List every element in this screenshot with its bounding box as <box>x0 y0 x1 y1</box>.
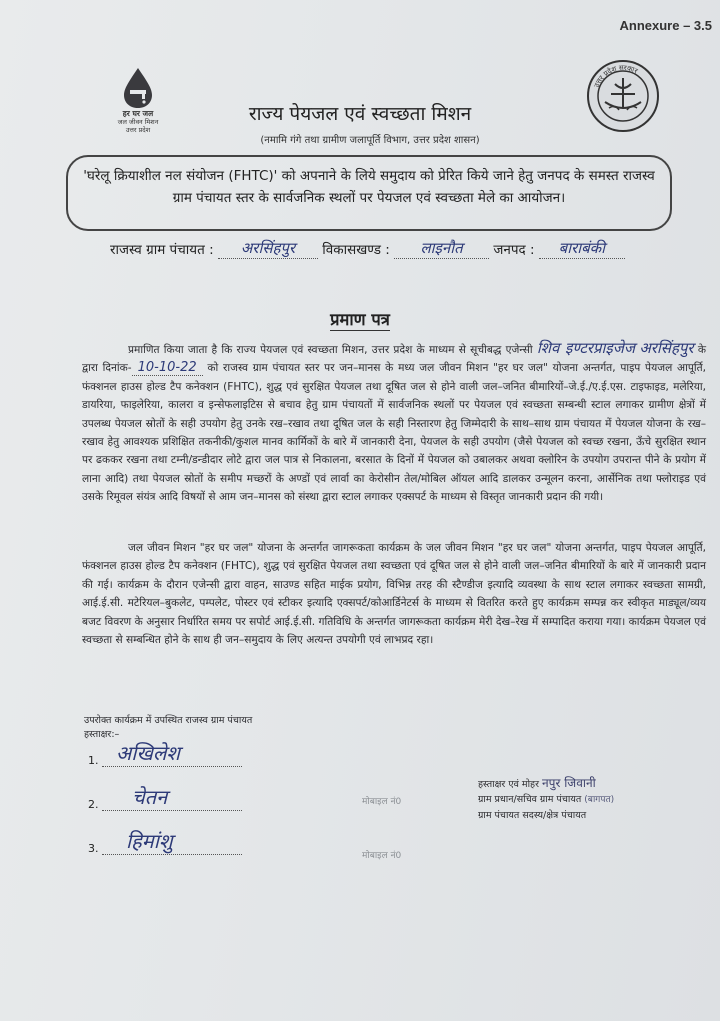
gp-label: राजस्व ग्राम पंचायत : <box>110 241 214 258</box>
signature-number: 2. <box>88 798 99 811</box>
mission-title: राज्य पेयजल एवं स्वच्छता मिशन <box>248 103 472 125</box>
logo-line-3: उत्तर प्रदेश <box>125 126 151 134</box>
signature-row-1 <box>88 741 242 767</box>
event-banner <box>66 155 672 231</box>
signature-intro-line-2: हस्ताक्षर:– <box>84 729 120 740</box>
mission-subtitle: (नमामि गंगे तथा ग्रामीण जलापूर्ति विभाग, उत्तर प्रदेश शासन) <box>260 135 480 146</box>
certificate-title-text: प्रमाण पत्र <box>330 310 390 329</box>
block-value-field <box>394 238 489 259</box>
district-label: जनपद : <box>493 241 535 258</box>
stamp-line-1: हस्ताक्षर एवं मोहर <box>478 779 539 790</box>
gp-value: अरसिंहपुर <box>240 239 296 257</box>
handwritten-date: 10-10-22 <box>132 360 203 376</box>
signature-name: चेतन <box>132 785 168 809</box>
emblem-text: उत्तर प्रदेश सरकार <box>592 63 639 89</box>
logo-line-2: जल जीवन मिशन <box>117 118 159 126</box>
location-row <box>110 238 710 264</box>
signature-line <box>102 785 242 811</box>
signature-intro <box>84 714 252 742</box>
block-value: लाइनौत <box>420 239 463 257</box>
logo-line-1: हर घर जल <box>122 109 154 118</box>
gp-value-field <box>218 238 318 259</box>
stamp-line-2: ग्राम प्रधान/सचिव ग्राम पंचायत <box>478 794 582 805</box>
signature-line <box>102 741 242 767</box>
handwritten-agency: शिव इण्टरप्राइजेज <box>536 339 636 357</box>
stamp-overlay-text-2: (बागपत) <box>584 795 615 805</box>
district-value: बाराबंकी <box>558 239 606 257</box>
signature-intro-line-1: उपरोक्त कार्यक्रम में उपस्थित राजस्व ग्राम पंचायत <box>84 715 253 726</box>
signature-stamp-block <box>478 776 614 823</box>
mobile-label-1: मोबाइल नं0 <box>362 797 402 807</box>
district-value-field <box>539 238 625 259</box>
signature-name: हिमांशु <box>126 829 173 853</box>
certificate-title <box>0 307 720 330</box>
signature-name: अखिलेश <box>116 741 180 765</box>
p1-before-date: के द्वारा दिनांक- <box>82 344 706 375</box>
block-label: विकासखण्ड : <box>322 241 390 258</box>
signature-row-2 <box>88 785 242 811</box>
signature-number: 3. <box>88 842 99 855</box>
stamp-overlay-text: नपुर जिवानी <box>542 776 596 790</box>
mobile-label-2: मोबाइल नं0 <box>362 851 402 861</box>
banner-text: 'घरेलू क्रियाशील नल संयोजन (FHTC)' को अपनाने के लिये समुदाय को प्रेरित किये जाने हेतु जनपद के समस्त राजस्व ग्राम पंचायत स्तर के सार्वजनिक स्थलों पर पेयजल एवं स्वच्छता मेले का आयोजन। <box>83 168 655 206</box>
signature-line <box>102 829 242 855</box>
signature-row-3 <box>88 829 242 855</box>
p1-rest: को राजस्व ग्राम पंचायत स्तर पर जन–मानस के मध्य जल जीवन मिशन "हर घर जल" योजना अन्तर्गत, पाइप पेयजल आपूर्ति, फंक्शनल हाउस होल्ड टैप कनेक्शन (FHTC), शुद्ध एवं सुरक्षित पेयजल तथा दूषित जल से होने वाली जल–जनित बीमारियों–जे.ई./ए.ई.एस. टाइफाइड, मलेरिया, डायरिया, फाइलेरिया, कालरा व इन्सेफलाइटिस से बचाव हेतु ग्राम पंचायतों में सार्वजनिक स्थलों पर पेयजल एवं स्वच्छता सम्बन्धी स्टाल लगाकर ग्रामीण क्षेत्रों में उपलब्ध पेयजल स्रोतों के सही उपयोग हेतु उनके रख–रखाव तथा दूषित जल के सही निस्तारण हेतु जिम्मेदारी के साथ–साथ ग्राम पंचायत में पेयजल योजना के रख–रखाव हेतु आवश्यक प्रशिक्षित तकनीकी/कुशल मानव कार्मिकों के बारे में जानकारी देना, पेयजल के सही उपयोग (जैसे पेयजल को स्वच्छ रखना, ऊँचे सुरक्षित स्थान पर ढककर रखना तथा टम्नी/डन्डीदार लोटे द्वारा जल पात्र से निकालना, बरसात के दिनों में पेयजल को उबालकर अथवा क्लोरिन के उपयोग उपरान्त पीने के प्रयोग में लाना आदि) तथा पेयजल स्रोतों के समीप मच्छरों के अण्डों एवं लार्वा का केरोसीन तेल/मोबिल ऑयल आदि डालकर उन्मूलन करना, आर्सेनिक तथा फ्लोराइड एवं उसके रिमूवल संयंत्र आदि विषयों से आम जन–मानस को संस्था द्वारा स्टाल लगाकर एक्सपर्ट के माध्यम से विस्तृत जानकारी प्रदान की गयी। <box>82 362 706 504</box>
signature-number: 1. <box>88 754 99 767</box>
handwritten-gp-name: अरसिंहपुर <box>639 339 694 357</box>
paragraph-1 <box>82 339 706 507</box>
stamp-line-3: ग्राम पंचायत सदस्य/क्षेत्र पंचायत <box>478 810 587 821</box>
annexure-label: Annexure – 3.5 <box>619 18 712 33</box>
p1-before-agency: प्रमाणित किया जाता है कि राज्य पेयजल एवं स्वच्छता मिशन, उत्तर प्रदेश के माध्यम से सूचीबद्ध एजेन्सी <box>128 344 533 356</box>
paragraph-2: जल जीवन मिशन "हर घर जल" योजना के अन्तर्गत जागरूकता कार्यक्रम के जल जीवन मिशन "हर घर जल" योजना अन्तर्गत, पाइप पेयजल आपूर्ति, फंक्शनल हाउस होल्ड टैप कनेक्शन (FHTC), शुद्ध एवं सुरक्षित पेयजल तथा स्वच्छता एवं दूषित जल से होने वाली जल–जनित बीमारियों के बारे में जानकारी प्रदान की गई। कार्यक्रम के दौरान एजेन्सी द्वारा वाहन, साउण्ड सहित माईक प्रयोग, विभिन्न तरह की स्टैण्डीज इत्यादि व्यवस्था के साथ स्टाल लगाकर स्वच्छता सामग्री, आई.ई.सी. मटेरियल–बुकलेट, पम्पलेट, पोस्टर एवं स्टीकर इत्यादि एक्सपर्ट/कोआर्डिनेटर्स के माध्यम से वितरित करते हुए कार्यक्रम सम्पन्न कर स्वीकृत माड्यूल/व्यय बजट विवरण के अनुसार निर्धारित समय पर सपोर्ट आई.ई.सी. गतिविधि के अन्तर्गत जागरूकता कार्यक्रम मेरी देख–रेख में सम्पादित कराया गया। कार्यक्रम पेयजल एवं स्वच्छता से सम्बन्धित होने के साथ ही जन–समुदाय के लिए अत्यन्त उपयोगी एवं लाभप्रद रहा। <box>82 542 706 647</box>
